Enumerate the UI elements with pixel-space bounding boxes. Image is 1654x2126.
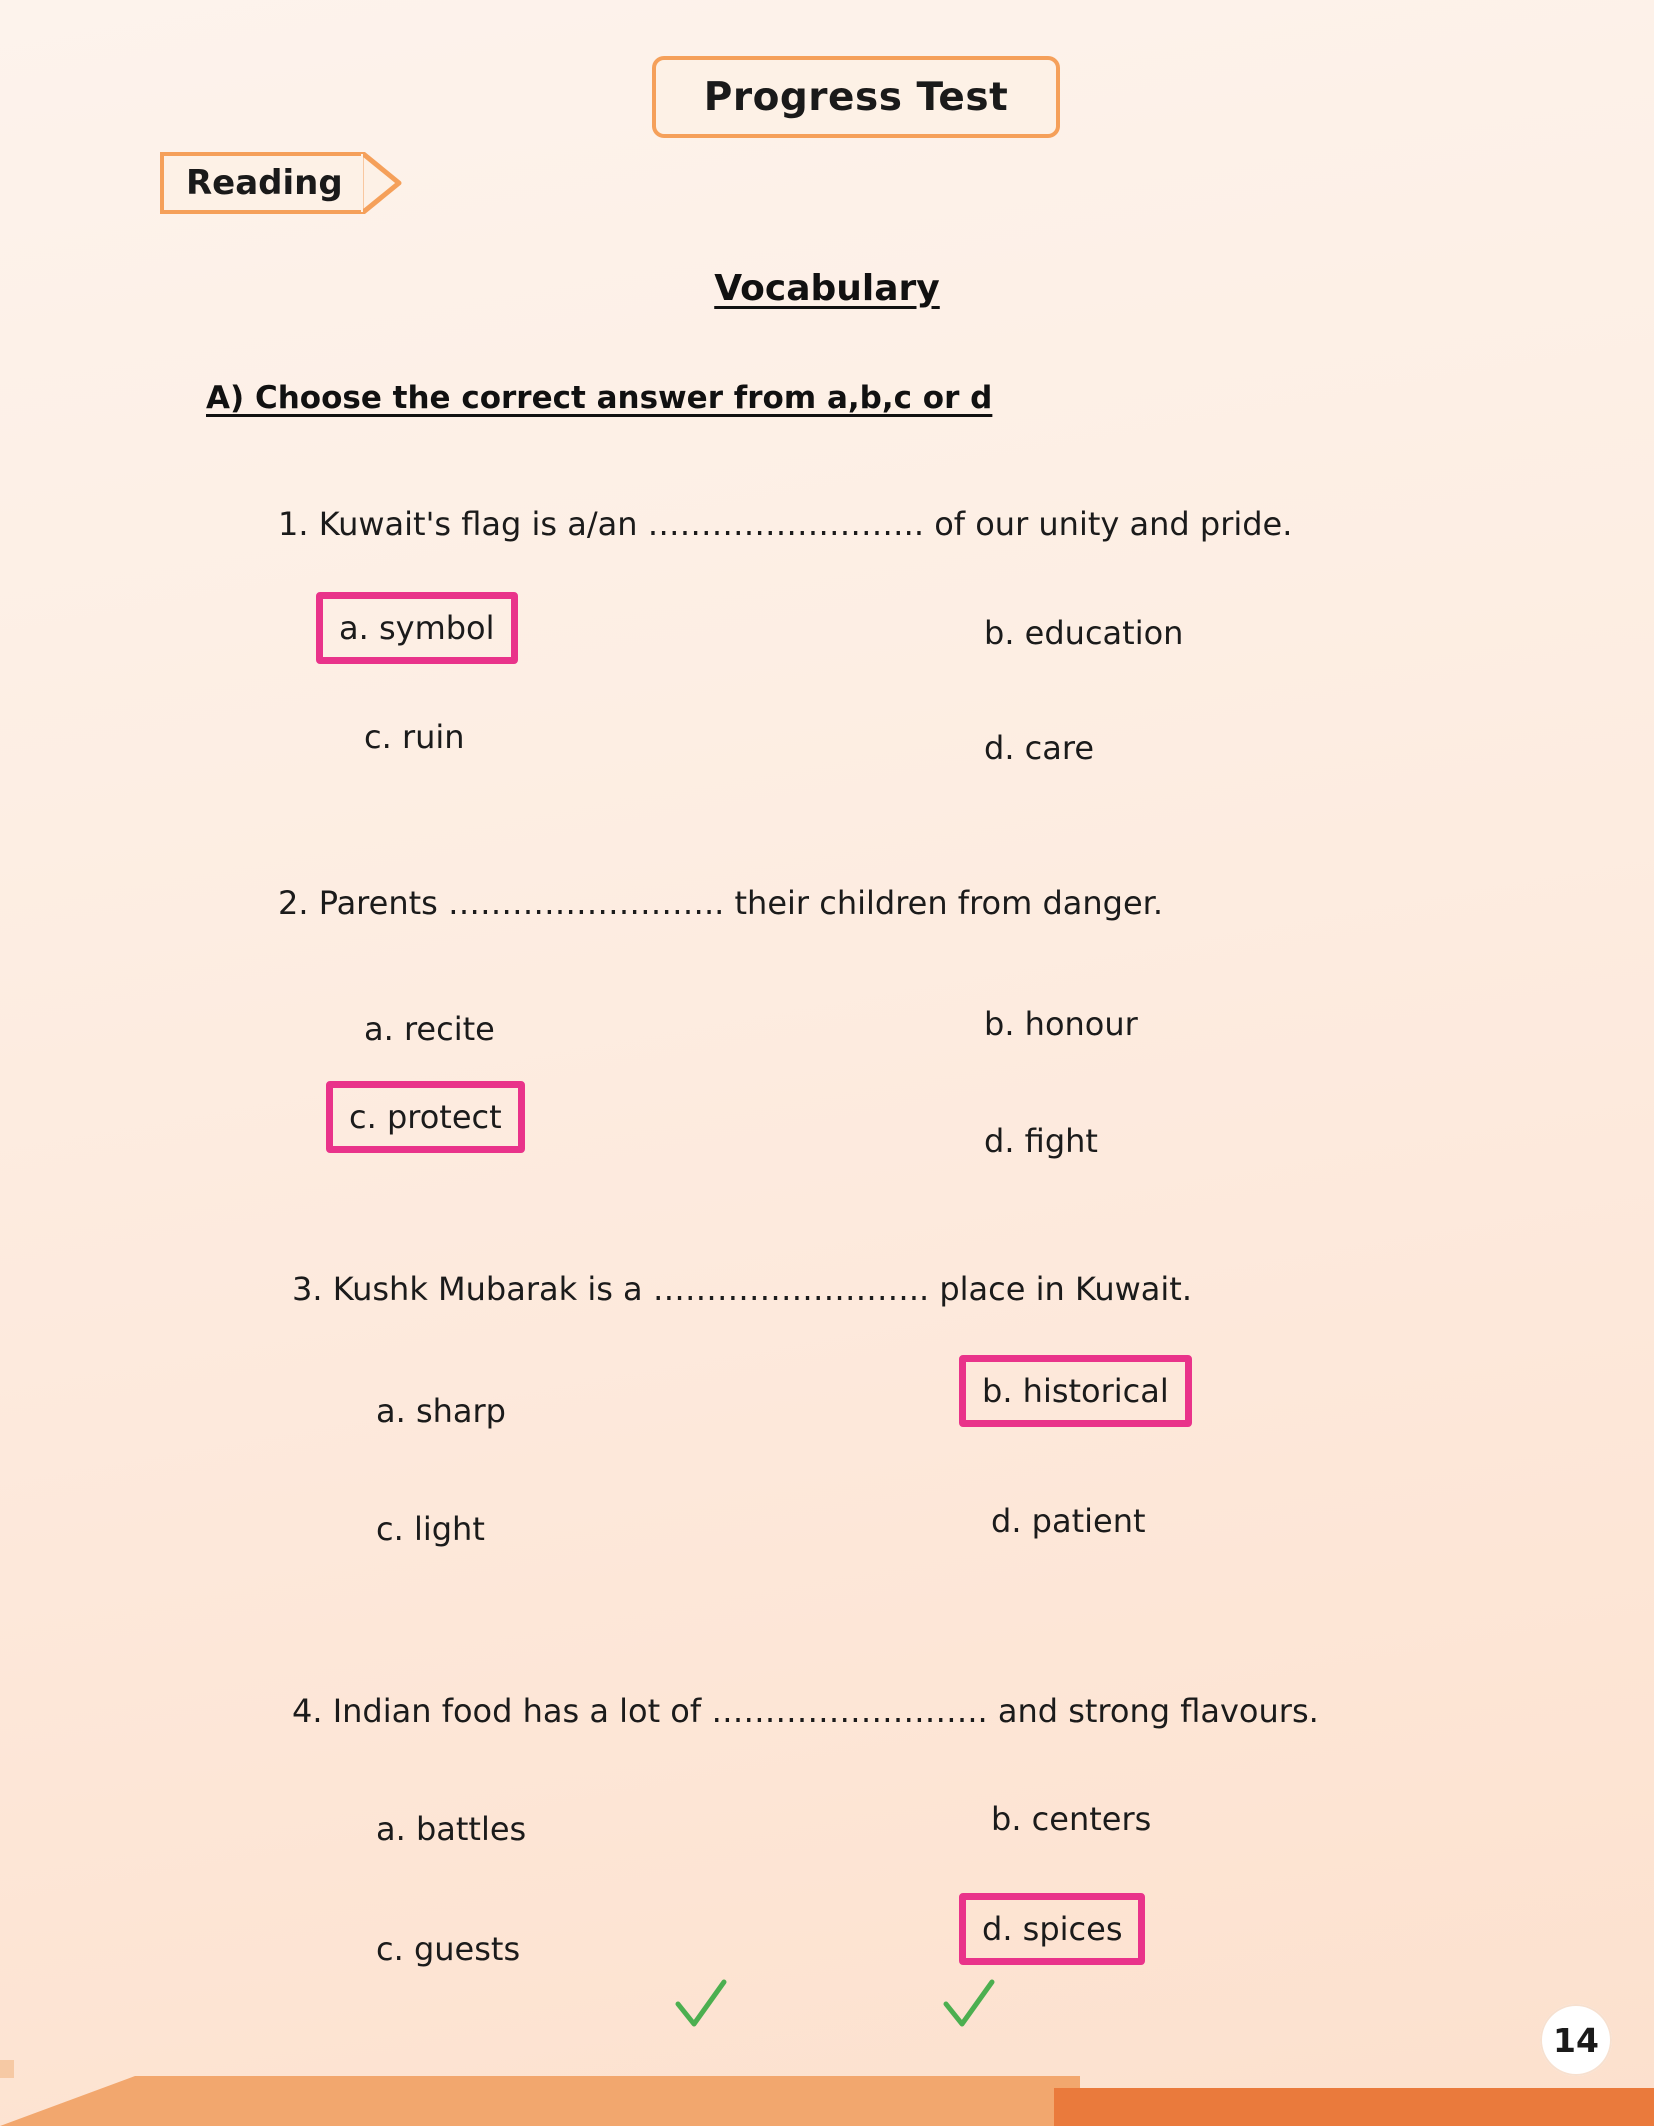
question-3-option-c[interactable]: c. light — [376, 1510, 485, 1548]
question-1-option-c[interactable]: c. ruin — [364, 718, 465, 756]
question-2-option-b[interactable]: b. honour — [984, 1005, 1138, 1043]
page-number-badge: 14 — [1540, 2004, 1612, 2076]
instruction-text: A) Choose the correct answer from a,b,c or d — [206, 380, 993, 416]
question-3-option-a[interactable]: a. sharp — [376, 1392, 506, 1430]
question-4-option-d[interactable]: d. spices — [959, 1893, 1145, 1965]
question-4-option-a[interactable]: a. battles — [376, 1810, 527, 1848]
question-2-option-a[interactable]: a. recite — [364, 1010, 495, 1048]
footer-dark-band — [1054, 2088, 1654, 2126]
question-2-option-c[interactable]: c. protect — [326, 1081, 525, 1153]
question-4-stem: 4. Indian food has a lot of …………………….. and strong flavours. — [292, 1692, 1319, 1730]
reading-section-tab — [160, 152, 403, 214]
question-4-option-c[interactable]: c. guests — [376, 1930, 521, 1968]
vocabulary-heading: Vocabulary — [714, 268, 940, 309]
question-3-option-b[interactable]: b. historical — [959, 1355, 1192, 1427]
reading-tab-label: Reading — [186, 163, 343, 203]
progress-test-title-badge — [652, 56, 1060, 138]
question-1-stem: 1. Kuwait's flag is a/an …………………….. of our unity and pride. — [278, 505, 1293, 543]
reading-tab-arrow-icon — [361, 152, 403, 214]
question-4-option-b[interactable]: b. centers — [991, 1800, 1152, 1838]
question-1-option-b[interactable]: b. education — [984, 614, 1184, 652]
check-mark-icon-left — [672, 1978, 730, 2036]
question-1-option-a[interactable]: a. symbol — [316, 592, 518, 664]
question-1-option-d[interactable]: d. care — [984, 729, 1094, 767]
reading-tab-body — [160, 152, 361, 214]
question-2-stem: 2. Parents …………………….. their children from danger. — [278, 884, 1164, 922]
question-3-option-d[interactable]: d. patient — [991, 1502, 1146, 1540]
question-2-option-d[interactable]: d. fight — [984, 1122, 1098, 1160]
check-mark-icon-right — [940, 1978, 998, 2036]
question-3-stem: 3. Kushk Mubarak is a …………………….. place in Kuwait. — [292, 1270, 1193, 1308]
footer-light-band — [0, 2076, 1080, 2126]
footer-left-accent — [0, 2060, 14, 2078]
page-title: Progress Test — [703, 74, 1009, 120]
footer-decoration — [0, 2060, 1654, 2126]
